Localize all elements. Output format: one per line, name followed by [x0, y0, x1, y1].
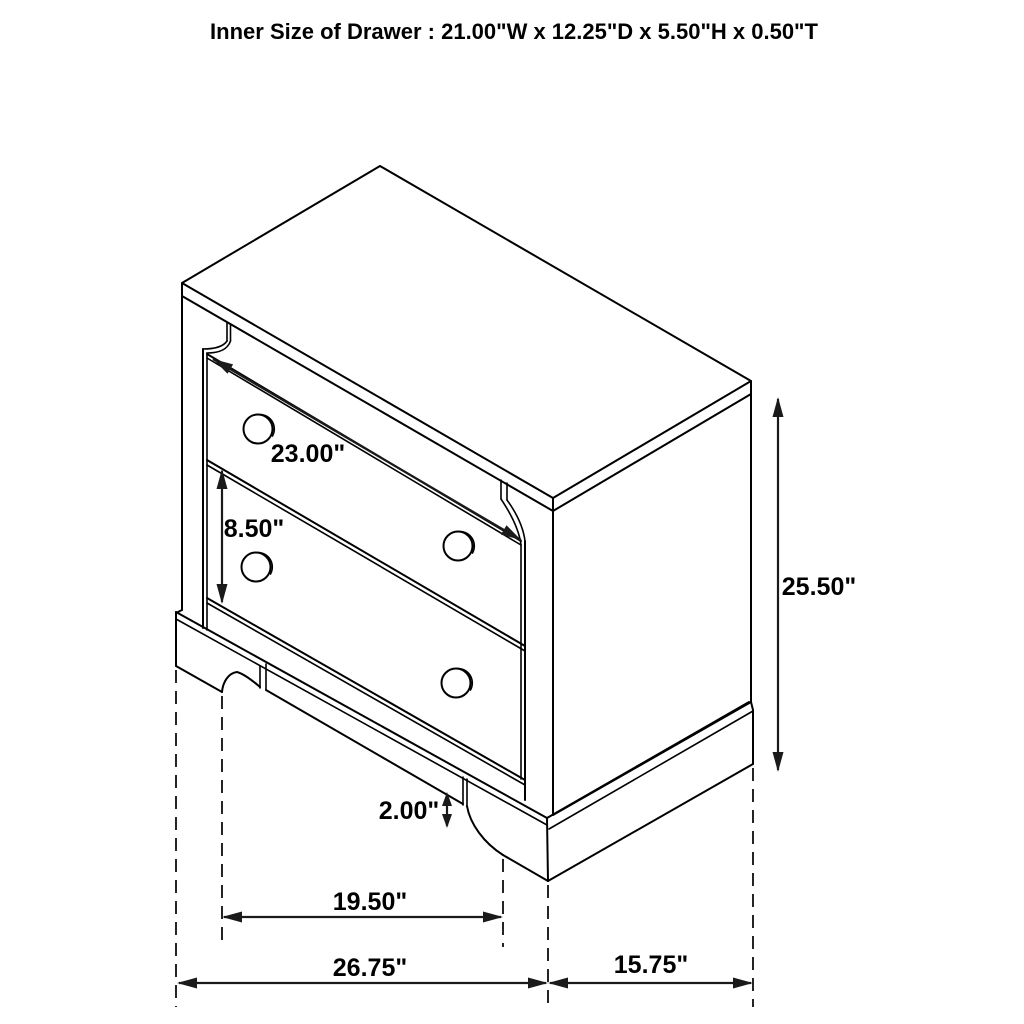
drawer1-knob-right	[444, 532, 475, 561]
dim-drawer-width	[213, 359, 521, 540]
dim-feet-spacing-label: 19.50"	[332, 888, 408, 916]
left-post-seam	[227, 322, 231, 341]
dim-foot-clearance	[379, 792, 452, 828]
drawer-divider-edge-inner	[207, 465, 525, 651]
top-face	[182, 166, 751, 498]
base-side-molding-top	[547, 702, 749, 818]
left-corner-bracket-curve	[203, 341, 231, 353]
right-foot-bottom-edge	[503, 855, 548, 881]
right-corner-bracket-curve	[501, 499, 525, 545]
base-molding-inner-line	[176, 619, 547, 825]
right-foot-arch	[467, 806, 503, 855]
drawer2-bottom-edge	[207, 598, 525, 780]
base-side-floor-edge	[548, 764, 753, 881]
drawer2-knob-left	[242, 553, 273, 582]
right-back-edge	[751, 394, 753, 764]
dim-drawer-width-label: 23.00"	[270, 440, 346, 468]
dim-foot-clearance-label: 2.00"	[378, 797, 440, 825]
left-foot-bottom-edge	[176, 666, 222, 692]
left-foot-arch	[222, 672, 260, 692]
dim-overall-width	[176, 670, 548, 1007]
drawer1-knob-left	[244, 415, 275, 444]
dim-feet-spacing	[222, 696, 503, 947]
dim-overall-depth	[548, 768, 753, 1007]
dim-overall-depth-label: 15.75"	[613, 951, 689, 979]
dim-overall-height-label: 25.50"	[781, 573, 857, 601]
dim-drawer-front-height	[217, 469, 285, 604]
dim-overall-width-label: 26.75"	[332, 954, 408, 982]
apron-bottom-edge	[266, 690, 463, 804]
dim-overall-height	[773, 397, 857, 772]
base-front-right-corner-edge	[547, 818, 548, 881]
base-side-apron-top	[549, 711, 753, 829]
top-edge-band	[182, 296, 751, 511]
apron-right-seam	[463, 777, 467, 807]
base-molding-top-edge	[176, 612, 547, 818]
drawer2-knob-right	[442, 669, 473, 698]
dim-drawer-front-height-label: 8.50"	[223, 515, 285, 543]
left-front-edge	[176, 283, 182, 613]
drawer2-bottom-edge-inner	[207, 603, 525, 785]
drawing-title: Inner Size of Drawer : 21.00"W x 12.25"D x 5.50"H x 0.50"T	[210, 19, 818, 44]
